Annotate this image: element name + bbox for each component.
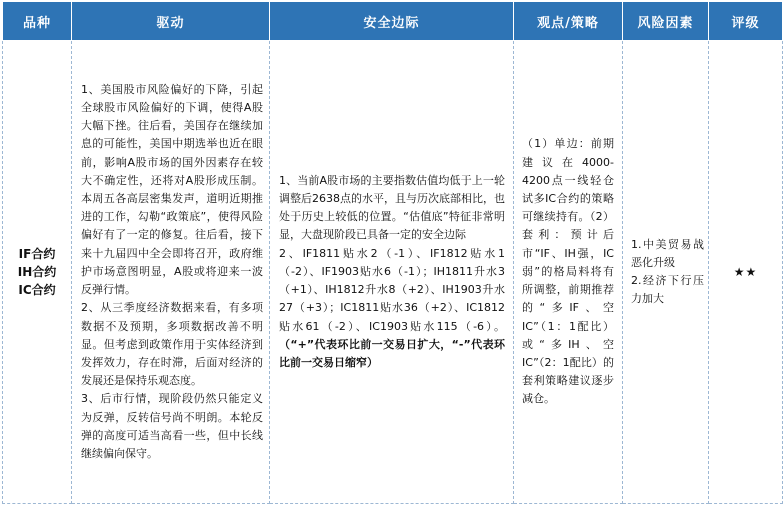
safety-paragraph-2: 2、IF1811贴水2（-1）、IF1812贴水1（-2）、IF1903贴水6（-1）；IH1811升水3（+1）、IH1812升水8（+2）、IH1903升水27（+3）；IC1811贴水36（+2）、IC1812贴水61（-2）、IC1903贴水115（-6）。	[279, 246, 505, 333]
header-name: 品种	[3, 2, 72, 41]
header-safety: 安全边际	[270, 2, 514, 41]
cell-risk-factors	[623, 41, 709, 504]
header-driver: 驱动	[72, 2, 270, 41]
safety-note: （“+”代表环比前一交易日扩大，“-”代表环比前一交易日缩窄）	[279, 337, 505, 369]
header-risk: 风险因素	[623, 2, 709, 41]
cell-contract-names	[3, 41, 72, 504]
cell-driver	[72, 41, 270, 504]
cell-safety-margin	[270, 41, 514, 504]
header-view: 观点/策略	[514, 2, 623, 41]
driver-paragraph-2: 2、从三季度经济数据来看，有多项数据不及预期，多项数据改善不明显。但考虑到政策作用于实体经济到发挥效力，存在时滞，后面对经济的发展还是保持乐观态度。	[81, 301, 263, 388]
contract-name-ih: IH合约	[17, 265, 57, 279]
cell-view-strategy	[514, 41, 623, 504]
safety-paragraph-1: 1、当前A股市场的主要指数估值均低于上一轮调整后2638点的水平，且与历次底部相比，也处于历史上较低的位置。“估值底”特征非常明显，大盘现阶段已具备一定的安全边际	[279, 173, 505, 242]
driver-paragraph-3: 3、后市行情，现阶段仍然只能定义为反弹，反转信号尚不明朗。本轮反弹的高度可适当高看一些，但中长线继续偏向保守。	[81, 392, 263, 460]
header-rating: 评级	[709, 2, 783, 41]
contract-name-if: IF合约	[18, 247, 56, 261]
table-header-row	[3, 2, 783, 41]
contract-name-ic: IC合约	[18, 283, 56, 297]
cell-rating	[709, 41, 783, 504]
table-row	[3, 41, 783, 504]
driver-paragraph-1: 1、美国股市风险偏好的下降，引起全球股市风险偏好的下调，使得A股大幅下挫。往后看，美国存在继续加息的可能性，美国中期选举也近在眼前，影响A股市场的国外因素存在较大不确定性，还将对A股形成压制。本周五各高层密集发声，道明近期推进的工作，勾勒“政策底”，使得风险偏好有了一定的修复。往后看，接下来十九届四中全会即将召开，政府维护市场意图明显，A股或将迎来一波反弹行情。	[81, 82, 263, 297]
rating-stars: ★★	[733, 265, 758, 279]
risk-item-2: 2.经济下行压力加大	[631, 274, 704, 306]
risk-item-1: 1.中美贸易战恶化升级	[631, 237, 704, 269]
strategy-table	[2, 1, 783, 504]
view-text: （1）单边：前期建议在4000-4200点一线轻仓试多IC合约的策略可继续持有。（2）套利：预计后市“IF、IH强，IC弱”的格局料将有所调整，前期推荐的“多IF、空IC”（1：1配比）或“多IH、空IC”（2：1配比）的套利策略建议逐步减仓。	[522, 137, 614, 406]
